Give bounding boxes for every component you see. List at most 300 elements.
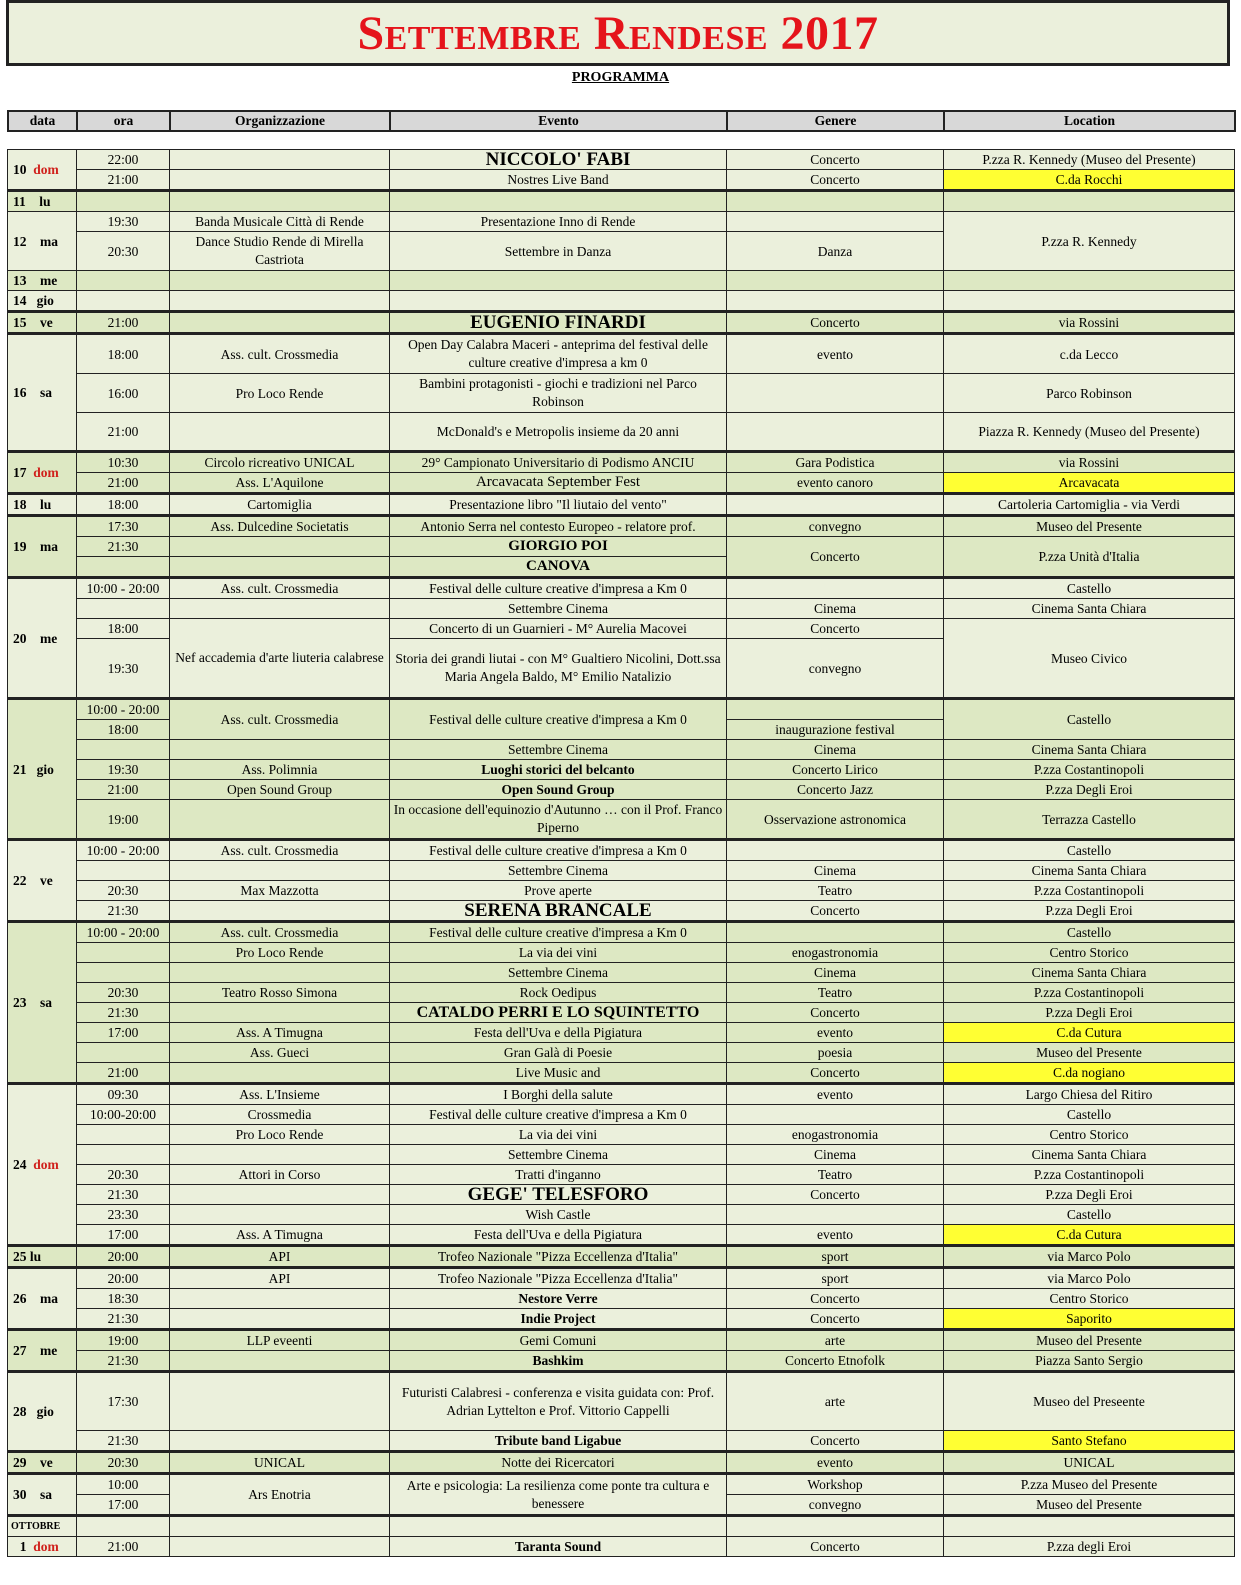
table-row [8,170,1235,191]
time-cell: 19:00 [77,800,170,840]
genre-cell [727,1516,944,1537]
organizer-cell [170,1003,390,1023]
date-cell [8,150,77,191]
location-cell: P.zza Degli Eroi [944,1185,1235,1205]
organizer-cell [170,1537,390,1557]
genre-cell: evento [727,1225,944,1246]
date-cell [8,212,77,271]
time-cell: 20:30 [77,1452,170,1474]
genre-cell [727,271,944,291]
location-cell: Cinema Santa Chiara [944,599,1235,619]
time-cell: 18:00 [77,334,170,374]
table-row [8,740,1235,760]
table-row [8,271,1235,291]
date-cell [8,452,77,494]
organizer-cell [170,963,390,983]
day-number: 19 [13,539,27,554]
organizer-cell: Banda Musicale Città di Rende [170,212,390,232]
genre-cell: Gara Podistica [727,452,944,473]
genre-cell: Teatro [727,983,944,1003]
genre-cell: Cinema [727,599,944,619]
date-cell [8,334,77,452]
table-row [8,516,1235,537]
organizer-cell [170,1205,390,1225]
genre-cell: Concerto [727,1003,944,1023]
date-cell [8,516,77,578]
location-cell: Museo del Preseente [944,1372,1235,1431]
organizer-cell [170,740,390,760]
day-number: 26 [13,1291,27,1306]
genre-cell [727,840,944,861]
day-number: 14 [13,293,27,308]
event-cell: Open Sound Group [390,780,727,800]
event-cell: Settembre Cinema [390,861,727,881]
genre-cell: evento [727,1084,944,1105]
organizer-cell: UNICAL [170,1452,390,1474]
event-cell: CATALDO PERRI E LO SQUINTETTO [390,1003,727,1023]
organizer-cell [170,1372,390,1431]
time-cell: 20:30 [77,983,170,1003]
table-row [8,1043,1235,1063]
genre-cell: Concerto Etnofolk [727,1351,944,1372]
event-cell: Nestore Verre [390,1289,727,1309]
location-cell [944,291,1235,312]
time-cell: 10:00-20:00 [77,1105,170,1125]
organizer-cell: Ass. cult. Crossmedia [170,334,390,374]
table-row [8,1003,1235,1023]
time-cell: 20:00 [77,1246,170,1268]
table-row [8,374,1235,413]
day-number: 20 [13,630,27,646]
page-subtitle: PROGRAMMA [571,70,670,85]
weekday: lu [39,194,51,209]
event-cell: Bambini protagonisti - giochi e tradizioni nel Parco Robinson [390,374,727,413]
genre-cell: Danza [727,232,944,271]
date-cell [8,578,77,699]
location-cell: C.da nogiano [944,1063,1235,1084]
organizer-cell: Nef accademia d'arte liuteria calabrese [170,619,390,699]
table-row [8,983,1235,1003]
table-row [8,312,1235,334]
genre-cell: Workshop [727,1474,944,1495]
organizer-cell: Pro Loco Rende [170,1125,390,1145]
organizer-cell: Ars Enotria [170,1474,390,1516]
event-cell: Settembre in Danza [390,232,727,271]
genre-cell [727,291,944,312]
weekday: me [40,1343,58,1358]
organizer-cell: Ass. Dulcedine Societatis [170,516,390,537]
event-cell: Settembre Cinema [390,599,727,619]
time-cell [77,1125,170,1145]
table-row [8,1289,1235,1309]
location-cell: c.da Lecco [944,334,1235,374]
event-cell: Rock Oedipus [390,983,727,1003]
organizer-cell: Ass. L'Insieme [170,1084,390,1105]
location-cell: Cinema Santa Chiara [944,861,1235,881]
location-cell [944,1516,1235,1537]
event-cell: Bashkim [390,1351,727,1372]
location-cell [944,271,1235,291]
date-cell [8,699,77,840]
organizer-cell: Ass. A Timugna [170,1225,390,1246]
event-cell [390,291,727,312]
genre-cell: Teatro [727,1165,944,1185]
table-row [8,473,1235,494]
organizer-cell: LLP eveenti [170,1330,390,1351]
time-cell: 19:00 [77,1330,170,1351]
event-cell: Settembre Cinema [390,1145,727,1165]
genre-cell: poesia [727,1043,944,1063]
location-cell: Castello [944,1205,1235,1225]
time-cell: 21:30 [77,901,170,922]
location-cell: P.zza Costantinopoli [944,1165,1235,1185]
time-cell: 21:30 [77,1309,170,1330]
location-cell: C.da Cutura [944,1225,1235,1246]
table-row [8,1474,1235,1495]
date-cell [8,840,77,922]
location-cell: Castello [944,840,1235,861]
table-row [8,1125,1235,1145]
organizer-cell [170,170,390,191]
time-cell: 10:00 - 20:00 [77,922,170,943]
organizer-cell [170,1431,390,1452]
event-cell: La via dei vini [390,1125,727,1145]
header-genere: Genere [727,111,944,131]
table-row [8,599,1235,619]
day-number: 23 [13,995,27,1010]
event-cell: In occasione dell'equinozio d'Autunno … con il Prof. Franco Piperno [390,800,727,840]
organizer-cell [170,1289,390,1309]
organizer-cell [170,1145,390,1165]
organizer-cell: Ass. cult. Crossmedia [170,840,390,861]
header-evento: Evento [390,111,727,131]
organizer-cell [170,1516,390,1537]
organizer-cell [170,271,390,291]
event-cell: Live Music and [390,1063,727,1084]
organizer-cell: API [170,1268,390,1289]
table-row [8,1351,1235,1372]
location-cell: P.zza Costantinopoli [944,760,1235,780]
table-row [8,1309,1235,1330]
organizer-cell: Dance Studio Rende di Mirella Castriota [170,232,390,271]
event-cell: CANOVA [390,557,727,578]
organizer-cell: Crossmedia [170,1105,390,1125]
location-cell: Piazza R. Kennedy (Museo del Presente) [944,413,1235,452]
location-cell: Cartoleria Cartomiglia - via Verdi [944,494,1235,516]
day-number: 27 [13,1343,27,1358]
event-cell: Festa dell'Uva e della Pigiatura [390,1225,727,1246]
day-number: 15 [13,315,27,330]
event-cell: La via dei vini [390,943,727,963]
time-cell: 18:30 [77,1289,170,1309]
location-cell: C.da Cutura [944,1023,1235,1043]
genre-cell: sport [727,1268,944,1289]
weekday: sa [40,995,53,1010]
genre-cell: Concerto [727,901,944,922]
location-cell: Centro Storico [944,1125,1235,1145]
location-cell: P.zza Museo del Presente [944,1474,1235,1495]
weekday: gio [36,761,54,777]
event-cell: Festival delle culture creative d'impresa a Km 0 [390,699,727,740]
table-row [8,413,1235,452]
event-cell: Open Day Calabra Maceri - anteprima del festival delle culture creative d'impresa a km 0 [390,334,727,374]
organizer-cell [170,557,390,578]
date-cell [8,191,77,212]
time-cell: 22:00 [77,150,170,170]
table-row [8,291,1235,312]
event-cell: Tribute band Ligabue [390,1431,727,1452]
organizer-cell: Ass. cult. Crossmedia [170,922,390,943]
day-number: 13 [13,273,27,288]
time-cell: 21:00 [77,413,170,452]
header-organizzazione: Organizzazione [170,111,390,131]
genre-cell: evento [727,1452,944,1474]
table-row [8,1372,1235,1431]
organizer-cell: Cartomiglia [170,494,390,516]
table-row [8,494,1235,516]
genre-cell: evento [727,1023,944,1043]
event-cell: I Borghi della salute [390,1084,727,1105]
day-number: 25 [13,1249,27,1264]
title-banner [6,0,1230,66]
table-row [8,861,1235,881]
organizer-cell: API [170,1246,390,1268]
table-row [8,1246,1235,1268]
weekday: ve [40,315,53,330]
event-cell: EUGENIO FINARDI [390,312,727,334]
genre-cell: Concerto [727,1309,944,1330]
time-cell: 20:30 [77,1165,170,1185]
location-cell: Centro Storico [944,943,1235,963]
time-cell [77,271,170,291]
genre-cell [727,922,944,943]
organizer-cell: Ass. Gueci [170,1043,390,1063]
genre-cell: Concerto [727,1185,944,1205]
event-cell: Presentazione Inno di Rende [390,212,727,232]
genre-cell: convegno [727,516,944,537]
location-cell: P.zza R. Kennedy [944,212,1235,271]
event-cell: Wish Castle [390,1205,727,1225]
organizer-cell: Teatro Rosso Simona [170,983,390,1003]
time-cell: 21:30 [77,1003,170,1023]
location-cell: via Marco Polo [944,1268,1235,1289]
event-cell: Antonio Serra nel contesto Europeo - relatore prof. [390,516,727,537]
table-row [8,840,1235,861]
location-cell: P.zza degli Eroi [944,1537,1235,1557]
location-cell: P.zza Unità d'Italia [944,537,1235,578]
table-row [8,1165,1235,1185]
event-cell: Storia dei grandi liutai - con M° Gualtiero Nicolini, Dott.ssa Maria Angela Baldo, M° Emilio Natalizio [390,639,727,699]
date-cell [8,291,77,312]
time-cell [77,1516,170,1537]
location-cell [944,191,1235,212]
location-cell: Castello [944,578,1235,599]
table-row [8,1516,1235,1537]
table-row [8,1105,1235,1125]
event-cell [390,191,727,212]
organizer-cell [170,861,390,881]
organizer-cell: Ass. Polimnia [170,760,390,780]
time-cell: 17:30 [77,1372,170,1431]
location-cell: Museo del Presente [944,1043,1235,1063]
genre-cell [727,578,944,599]
genre-cell [727,699,944,720]
weekday: dom [33,465,59,480]
organizer-cell [170,413,390,452]
day-number: 21 [13,761,27,777]
day-number: 1 [19,1539,27,1554]
date-cell [8,271,77,291]
event-cell: Gemi Comuni [390,1330,727,1351]
organizer-cell: Pro Loco Rende [170,374,390,413]
genre-cell: Concerto [727,150,944,170]
event-cell: Gran Galà di Poesie [390,1043,727,1063]
weekday: sa [40,1487,53,1502]
time-cell [77,557,170,578]
genre-cell [727,413,944,452]
table-row [8,1185,1235,1205]
genre-cell [727,191,944,212]
header-ora: ora [77,111,170,131]
date-cell [8,1452,77,1474]
header-row [8,111,1235,131]
header-location: Location [944,111,1235,131]
event-cell: Arcavacata September Fest [390,473,727,494]
event-cell: Presentazione libro "Il liutaio del vento" [390,494,727,516]
time-cell: 10:00 - 20:00 [77,840,170,861]
organizer-cell: Max Mazzotta [170,881,390,901]
table-row [8,1205,1235,1225]
event-cell: Trofeo Nazionale "Pizza Eccellenza d'Italia" [390,1246,727,1268]
location-cell: P.zza R. Kennedy (Museo del Presente) [944,150,1235,170]
location-cell: Museo del Presente [944,516,1235,537]
date-cell [8,1537,77,1557]
event-cell: GEGE' TELESFORO [390,1185,727,1205]
event-cell: Luoghi storici del belcanto [390,760,727,780]
table-row [8,1063,1235,1084]
time-cell: 19:30 [77,639,170,699]
location-cell: Museo del Presente [944,1330,1235,1351]
event-cell [390,1516,727,1537]
location-cell: UNICAL [944,1452,1235,1474]
location-cell: Castello [944,1105,1235,1125]
genre-cell: Concerto [727,619,944,639]
organizer-cell: Ass. A Timugna [170,1023,390,1043]
genre-cell: evento [727,334,944,374]
genre-cell [727,374,944,413]
weekday: dom [33,1157,59,1172]
genre-cell: Teatro [727,881,944,901]
time-cell: 21:30 [77,1431,170,1452]
genre-cell: Concerto [727,537,944,578]
table-row [8,943,1235,963]
schedule-table [7,149,1235,1557]
table-row [8,800,1235,840]
event-cell: Taranta Sound [390,1537,727,1557]
table-row [8,619,1235,639]
organizer-cell [170,901,390,922]
location-cell: Museo del Presente [944,1495,1235,1516]
table-row [8,1084,1235,1105]
time-cell: 17:30 [77,516,170,537]
location-cell: Piazza Santo Sergio [944,1351,1235,1372]
genre-cell: Concerto [727,170,944,191]
genre-cell: Concerto [727,1431,944,1452]
organizer-cell: Ass. cult. Crossmedia [170,578,390,599]
weekday: ma [40,539,58,554]
event-cell: Festival delle culture creative d'impresa a Km 0 [390,578,727,599]
genre-cell [727,212,944,232]
table-row [8,452,1235,473]
weekday: gio [36,1404,54,1419]
event-cell: Festa dell'Uva e della Pigiatura [390,1023,727,1043]
time-cell: 18:00 [77,494,170,516]
weekday: dom [33,1539,59,1554]
table-row [8,1537,1235,1557]
genre-cell: Cinema [727,963,944,983]
location-cell: P.zza Degli Eroi [944,780,1235,800]
location-cell: Parco Robinson [944,374,1235,413]
table-row [8,699,1235,720]
location-cell: P.zza Costantinopoli [944,881,1235,901]
time-cell: 21:00 [77,312,170,334]
date-cell [8,1330,77,1372]
time-cell: 21:30 [77,1351,170,1372]
table-row [8,1452,1235,1474]
time-cell: 17:00 [77,1023,170,1043]
weekday: ma [40,233,58,249]
time-cell: 10:00 - 20:00 [77,699,170,720]
genre-cell: arte [727,1372,944,1431]
table-row [8,881,1235,901]
event-cell: Festival delle culture creative d'impresa a Km 0 [390,1105,727,1125]
location-cell: Castello [944,699,1235,740]
event-cell [390,271,727,291]
event-cell: Trofeo Nazionale "Pizza Eccellenza d'Italia" [390,1268,727,1289]
organizer-cell [170,1185,390,1205]
organizer-cell: Circolo ricreativo UNICAL [170,452,390,473]
weekday: ma [40,1291,58,1306]
weekday: dom [33,162,59,177]
day-number: 28 [13,1404,27,1419]
header-data: data [8,111,77,131]
table-row [8,150,1235,170]
organizer-cell [170,1309,390,1330]
organizer-cell [170,1063,390,1084]
weekday: lu [40,497,52,512]
organizer-cell [170,150,390,170]
date-cell [8,494,77,516]
table-row [8,578,1235,599]
table-row [8,1431,1235,1452]
event-cell: Nostres Live Band [390,170,727,191]
event-cell: Tratti d'inganno [390,1165,727,1185]
time-cell: 20:00 [77,1268,170,1289]
event-cell: Futuristi Calabresi - conferenza e visita guidata con: Prof. Adrian Lyttelton e Prof. Vittorio Cappelli [390,1372,727,1431]
location-cell: Castello [944,922,1235,943]
table-row [8,760,1235,780]
day-number: 10 [13,162,27,177]
genre-cell: Cinema [727,861,944,881]
location-cell: P.zza Degli Eroi [944,1003,1235,1023]
time-cell: 23:30 [77,1205,170,1225]
time-cell: 10:30 [77,452,170,473]
time-cell: 17:00 [77,1495,170,1516]
genre-cell: Concerto [727,1289,944,1309]
page-title: Settembre Rendese 2017 [357,6,879,60]
location-cell: Saporito [944,1309,1235,1330]
day-number: 11 [13,194,26,209]
